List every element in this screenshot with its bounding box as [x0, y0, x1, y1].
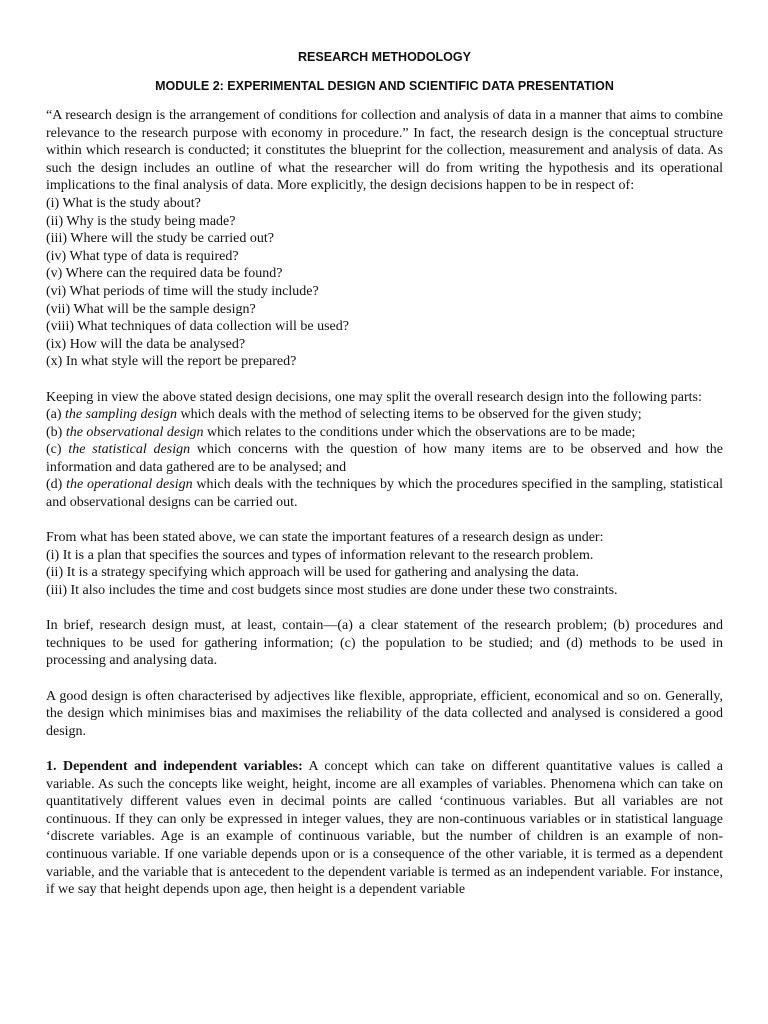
document-page	[46, 0, 723, 899]
design-questions-list	[46, 195, 723, 371]
parts-lead-paragraph: Keeping in view the above stated design decisions, one may split the overall research design into the following parts:	[46, 389, 702, 405]
design-parts-list	[46, 406, 723, 512]
list-item: (iii) Where will the study be carried out?	[46, 231, 274, 247]
section-1-paragraph	[46, 758, 723, 899]
section-1-text: A concept which can take on different quantitative values is called a variable. As such the concepts like weight, height, income are all examples of variables. Phenomena which can take on quantitatively different values even in decimal points are called ‘continuous variables. But all variables are not continuous. If they can only be expressed in integer values, they are non-continuous variables or in statistical language ‘discrete variables. Age is an example of continuous variable, but the number of children is an example of non-continuous variable. If one variable depends upon or is a consequence of the other variable, it is termed as a dependent variable, and the variable that is antecedent to the dependent variable is termed as an independent variable. For instance, if we say that height depends upon age, then height is a dependent variable	[46, 758, 723, 898]
item-prefix: (d)	[46, 477, 67, 493]
list-item: (ii) It is a strategy specifying which approach will be used for gathering and analysing the data.	[46, 565, 579, 581]
good-design-paragraph: A good design is often characterised by adjectives like flexible, appropriate, efficient, economical and so on. Generally, the design which minimises bias and maximises the reliability of the data collected and analysed is considered a good design.	[46, 688, 723, 739]
intro-paragraph: “A research design is the arrangement of conditions for collection and analysis of data in a manner that aims to combine relevance to the research purpose with economy in procedure.” In fact, the research design is the conceptual structure within which research is conducted; it constitutes the blueprint for the collection, measurement and analysis of data. As such the design includes an outline of what the researcher will do from writing the hypothesis and its operational implications to the final analysis of data. More explicitly, the design decisions happen to be in respect of:	[46, 108, 723, 194]
document-title: RESEARCH METHODOLOGY	[298, 50, 471, 64]
list-item: (v) Where can the required data be found?	[46, 266, 283, 282]
features-lead-paragraph: From what has been stated above, we can state the important features of a research design as under:	[46, 530, 604, 546]
item-text: which relates to the conditions under which the observations are to be made;	[203, 424, 636, 440]
item-text: which deals with the techniques by which the procedures specified in the sampling, statistical and observational designs can be carried out.	[46, 477, 723, 511]
item-text: which concerns with the question of how many items are to be observed and how the information and data gathered are to be analysed; and	[46, 442, 723, 475]
item-term: the operational design	[66, 477, 193, 493]
item-prefix: (a)	[46, 407, 66, 423]
item-term: the statistical design	[68, 442, 191, 458]
module-title: MODULE 2: EXPERIMENTAL DESIGN AND SCIENTIFIC DATA PRESENTATION	[155, 79, 614, 93]
brief-paragraph: In brief, research design must, at least, contain—(a) a clear statement of the research problem; (b) procedures and techniques to be used for gathering information; (c) the population to be studied; and (d) methods to be used in processing and analysing data.	[46, 618, 723, 669]
list-item: (x) In what style will the report be prepared?	[46, 354, 297, 370]
list-item: (iv) What type of data is required?	[46, 248, 239, 264]
item-text: which deals with the method of selecting items to be observed for the given study;	[177, 407, 642, 423]
item-term: the observational design	[65, 424, 204, 440]
item-prefix: (b)	[46, 424, 66, 440]
list-item: (ix) How will the data be analysed?	[46, 336, 246, 352]
list-item: (i) It is a plan that specifies the sources and types of information relevant to the research problem.	[46, 547, 594, 563]
item-prefix: (c)	[46, 442, 69, 458]
features-list	[46, 547, 723, 600]
list-item	[46, 406, 723, 424]
list-item: (viii) What techniques of data collection will be used?	[46, 319, 349, 335]
list-item	[46, 441, 723, 476]
item-term: the sampling design	[65, 407, 178, 423]
section-1-heading: 1. Dependent and independent variables:	[46, 758, 303, 774]
list-item: (vi) What periods of time will the study include?	[46, 283, 319, 299]
document-body	[46, 107, 723, 899]
list-item: (ii) Why is the study being made?	[46, 213, 236, 229]
list-item: (iii) It also includes the time and cost budgets since most studies are done under these two constraints.	[46, 583, 618, 599]
list-item: (i) What is the study about?	[46, 195, 201, 211]
list-item	[46, 424, 723, 442]
list-item: (vii) What will be the sample design?	[46, 301, 256, 317]
list-item	[46, 476, 723, 511]
